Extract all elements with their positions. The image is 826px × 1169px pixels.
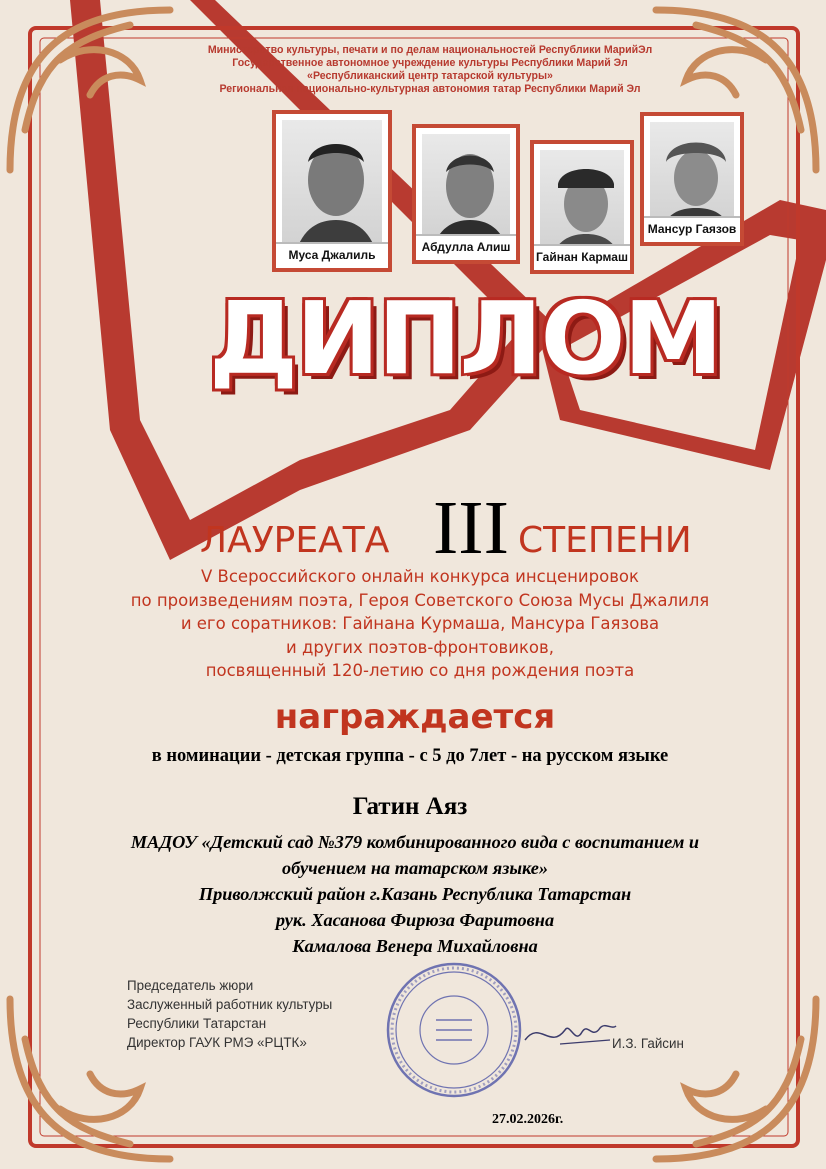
- portrait-4: [640, 112, 744, 246]
- portrait-caption: Мансур Гаязов: [644, 216, 740, 242]
- contest-line: V Всероссийского онлайн конкурса инсценировок: [201, 567, 639, 586]
- signature-icon: [520, 1010, 620, 1060]
- portrait-caption: Муса Джалиль: [276, 242, 388, 268]
- nomination: в номинации - детская группа - с 5 до 7лет - на русском языке: [151, 746, 669, 766]
- org-header-line-4: Региональная национально-культурная автономия татар Республики Марий Эл: [219, 83, 641, 95]
- contest-line: посвященный 120-летию со дня рождения поэта: [205, 661, 635, 681]
- institution-line: рук. Хасанова Фирюза Фаритовна: [275, 910, 555, 930]
- portrait-2: [412, 124, 520, 264]
- laureate-label: ЛАУРЕАТА: [200, 520, 390, 561]
- contest-line: по произведениям поэта, Героя Советского Союза Мусы Джалиля: [130, 590, 710, 610]
- portrait-caption: Гайнан Кармаш: [534, 244, 630, 270]
- issue-date: 27.02.2026г.: [492, 1112, 564, 1127]
- institution-line: МАДОУ «Детский сад №379 комбинированного вида с воспитанием и: [130, 832, 700, 852]
- institution-line: Камалова Венера Михайловна: [292, 936, 538, 956]
- portrait-1: [272, 110, 392, 272]
- contest-line: и других поэтов-фронтовиков,: [286, 637, 554, 657]
- portrait-caption: Абдулла Алиш: [416, 234, 516, 260]
- institution-block: [70, 829, 760, 959]
- org-header-line-2: Государственное автономное учреждение культуры Республики Марий Эл: [232, 57, 628, 69]
- signer-name: И.З. Гайсин: [612, 1036, 684, 1051]
- contest-description: [120, 565, 720, 683]
- awarded-label: награждается: [274, 697, 556, 737]
- org-header-line-3: «Республиканский центр татарской культуры»: [307, 70, 553, 82]
- contest-line: и его соратников: Гайнана Курмаша, Мансура Гаязова: [180, 614, 660, 634]
- jury-line: Председатель жюри: [127, 978, 254, 993]
- jury-block: [127, 976, 332, 1052]
- portrait-3: [530, 140, 634, 274]
- org-header-line-1: Министерство культуры, печати и по делам национальностей Республики МарийЭл: [207, 44, 653, 56]
- portrait-image: [282, 120, 382, 262]
- institution-line: обучением на татарском языке»: [281, 858, 549, 878]
- diploma-title: ДИПЛОМ: [208, 280, 722, 397]
- seal-stamp-icon: [384, 960, 524, 1100]
- institution-line: Приволжский район г.Казань Республика Татарстан: [198, 884, 632, 904]
- degree-label: СТЕПЕНИ: [518, 520, 692, 561]
- recipient-name: Гатин Аяз: [352, 793, 468, 820]
- jury-line: Директор ГАУК РМЭ «РЦТК»: [127, 1035, 307, 1050]
- jury-line: Республики Татарстан: [127, 1016, 267, 1031]
- jury-line: Заслуженный работник культуры: [127, 997, 333, 1012]
- degree-roman-numeral: III: [433, 486, 509, 570]
